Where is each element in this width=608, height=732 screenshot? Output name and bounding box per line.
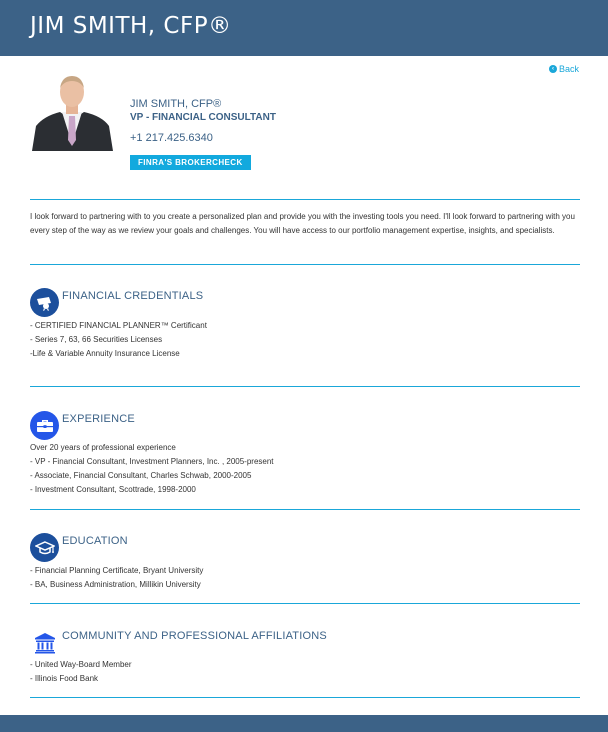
list-item: - Illinois Food Bank: [30, 674, 99, 683]
list-item: - Investment Consultant, Scottrade, 1998-2000: [30, 485, 196, 494]
advisor-name: JIM SMITH, CFP®: [130, 98, 222, 110]
profile-photo: [32, 74, 113, 151]
list-item: - United Way-Board Member: [30, 660, 132, 669]
list-item: Over 20 years of professional experience: [30, 443, 176, 452]
chevron-left-circle-icon: ‹: [549, 65, 557, 73]
profile-info: [130, 98, 276, 170]
list-item: - Series 7, 63, 66 Securities Licenses: [30, 335, 163, 344]
list-item: -Life & Variable Annuity Insurance License: [30, 349, 180, 358]
divider: [30, 386, 580, 387]
section-header-affiliations: [30, 628, 327, 657]
section-header-experience: [30, 411, 135, 440]
section-title: COMMUNITY AND PROFESSIONAL AFFILIATIONS: [62, 630, 327, 642]
affiliations-list: [30, 658, 132, 686]
briefcase-icon: [30, 411, 59, 440]
list-item: - Financial Planning Certificate, Bryant University: [30, 566, 204, 575]
advisor-phone[interactable]: +1 217.425.6340: [130, 132, 213, 144]
section-title: FINANCIAL CREDENTIALS: [62, 290, 204, 302]
divider: [30, 603, 580, 604]
education-list: [30, 564, 203, 592]
divider: [30, 199, 580, 200]
header-bar: [0, 0, 608, 56]
graduation-cap-icon: [30, 533, 59, 562]
institution-icon: [30, 628, 59, 657]
credentials-list: [30, 319, 207, 361]
back-label: Back: [558, 64, 579, 74]
list-item: - BA, Business Administration, Millikin University: [30, 580, 201, 589]
section-header-credentials: [30, 288, 203, 317]
divider: [30, 264, 580, 265]
section-header-education: [30, 533, 128, 562]
divider: [30, 509, 580, 510]
advisor-title: VP - FINANCIAL CONSULTANT: [130, 112, 276, 123]
list-item: - CERTIFIED FINANCIAL PLANNER™ Certificant: [30, 321, 207, 330]
bio-text: I look forward to partnering with to you create a personalized plan and provide you with the investing tools you need. I'll look forward to partnering with you every step of the way as we review your goals and challenges. You will have access to our portfolio management expertise, insights, and specialists.: [30, 212, 575, 235]
finra-brokercheck-button[interactable]: FINRA'S BROKERCHECK: [130, 155, 251, 170]
back-link[interactable]: [549, 64, 579, 74]
section-title: EXPERIENCE: [62, 413, 135, 425]
experience-list: [30, 441, 274, 497]
page-title: JIM SMITH, CFP®: [30, 13, 232, 39]
section-title: EDUCATION: [62, 535, 128, 547]
list-item: - VP - Financial Consultant, Investment Planners, Inc. , 2005-present: [30, 457, 274, 466]
divider: [30, 697, 580, 698]
diploma-icon: [30, 288, 59, 317]
footer-bar: [0, 715, 608, 732]
list-item: - Associate, Financial Consultant, Charles Schwab, 2000-2005: [30, 471, 252, 480]
